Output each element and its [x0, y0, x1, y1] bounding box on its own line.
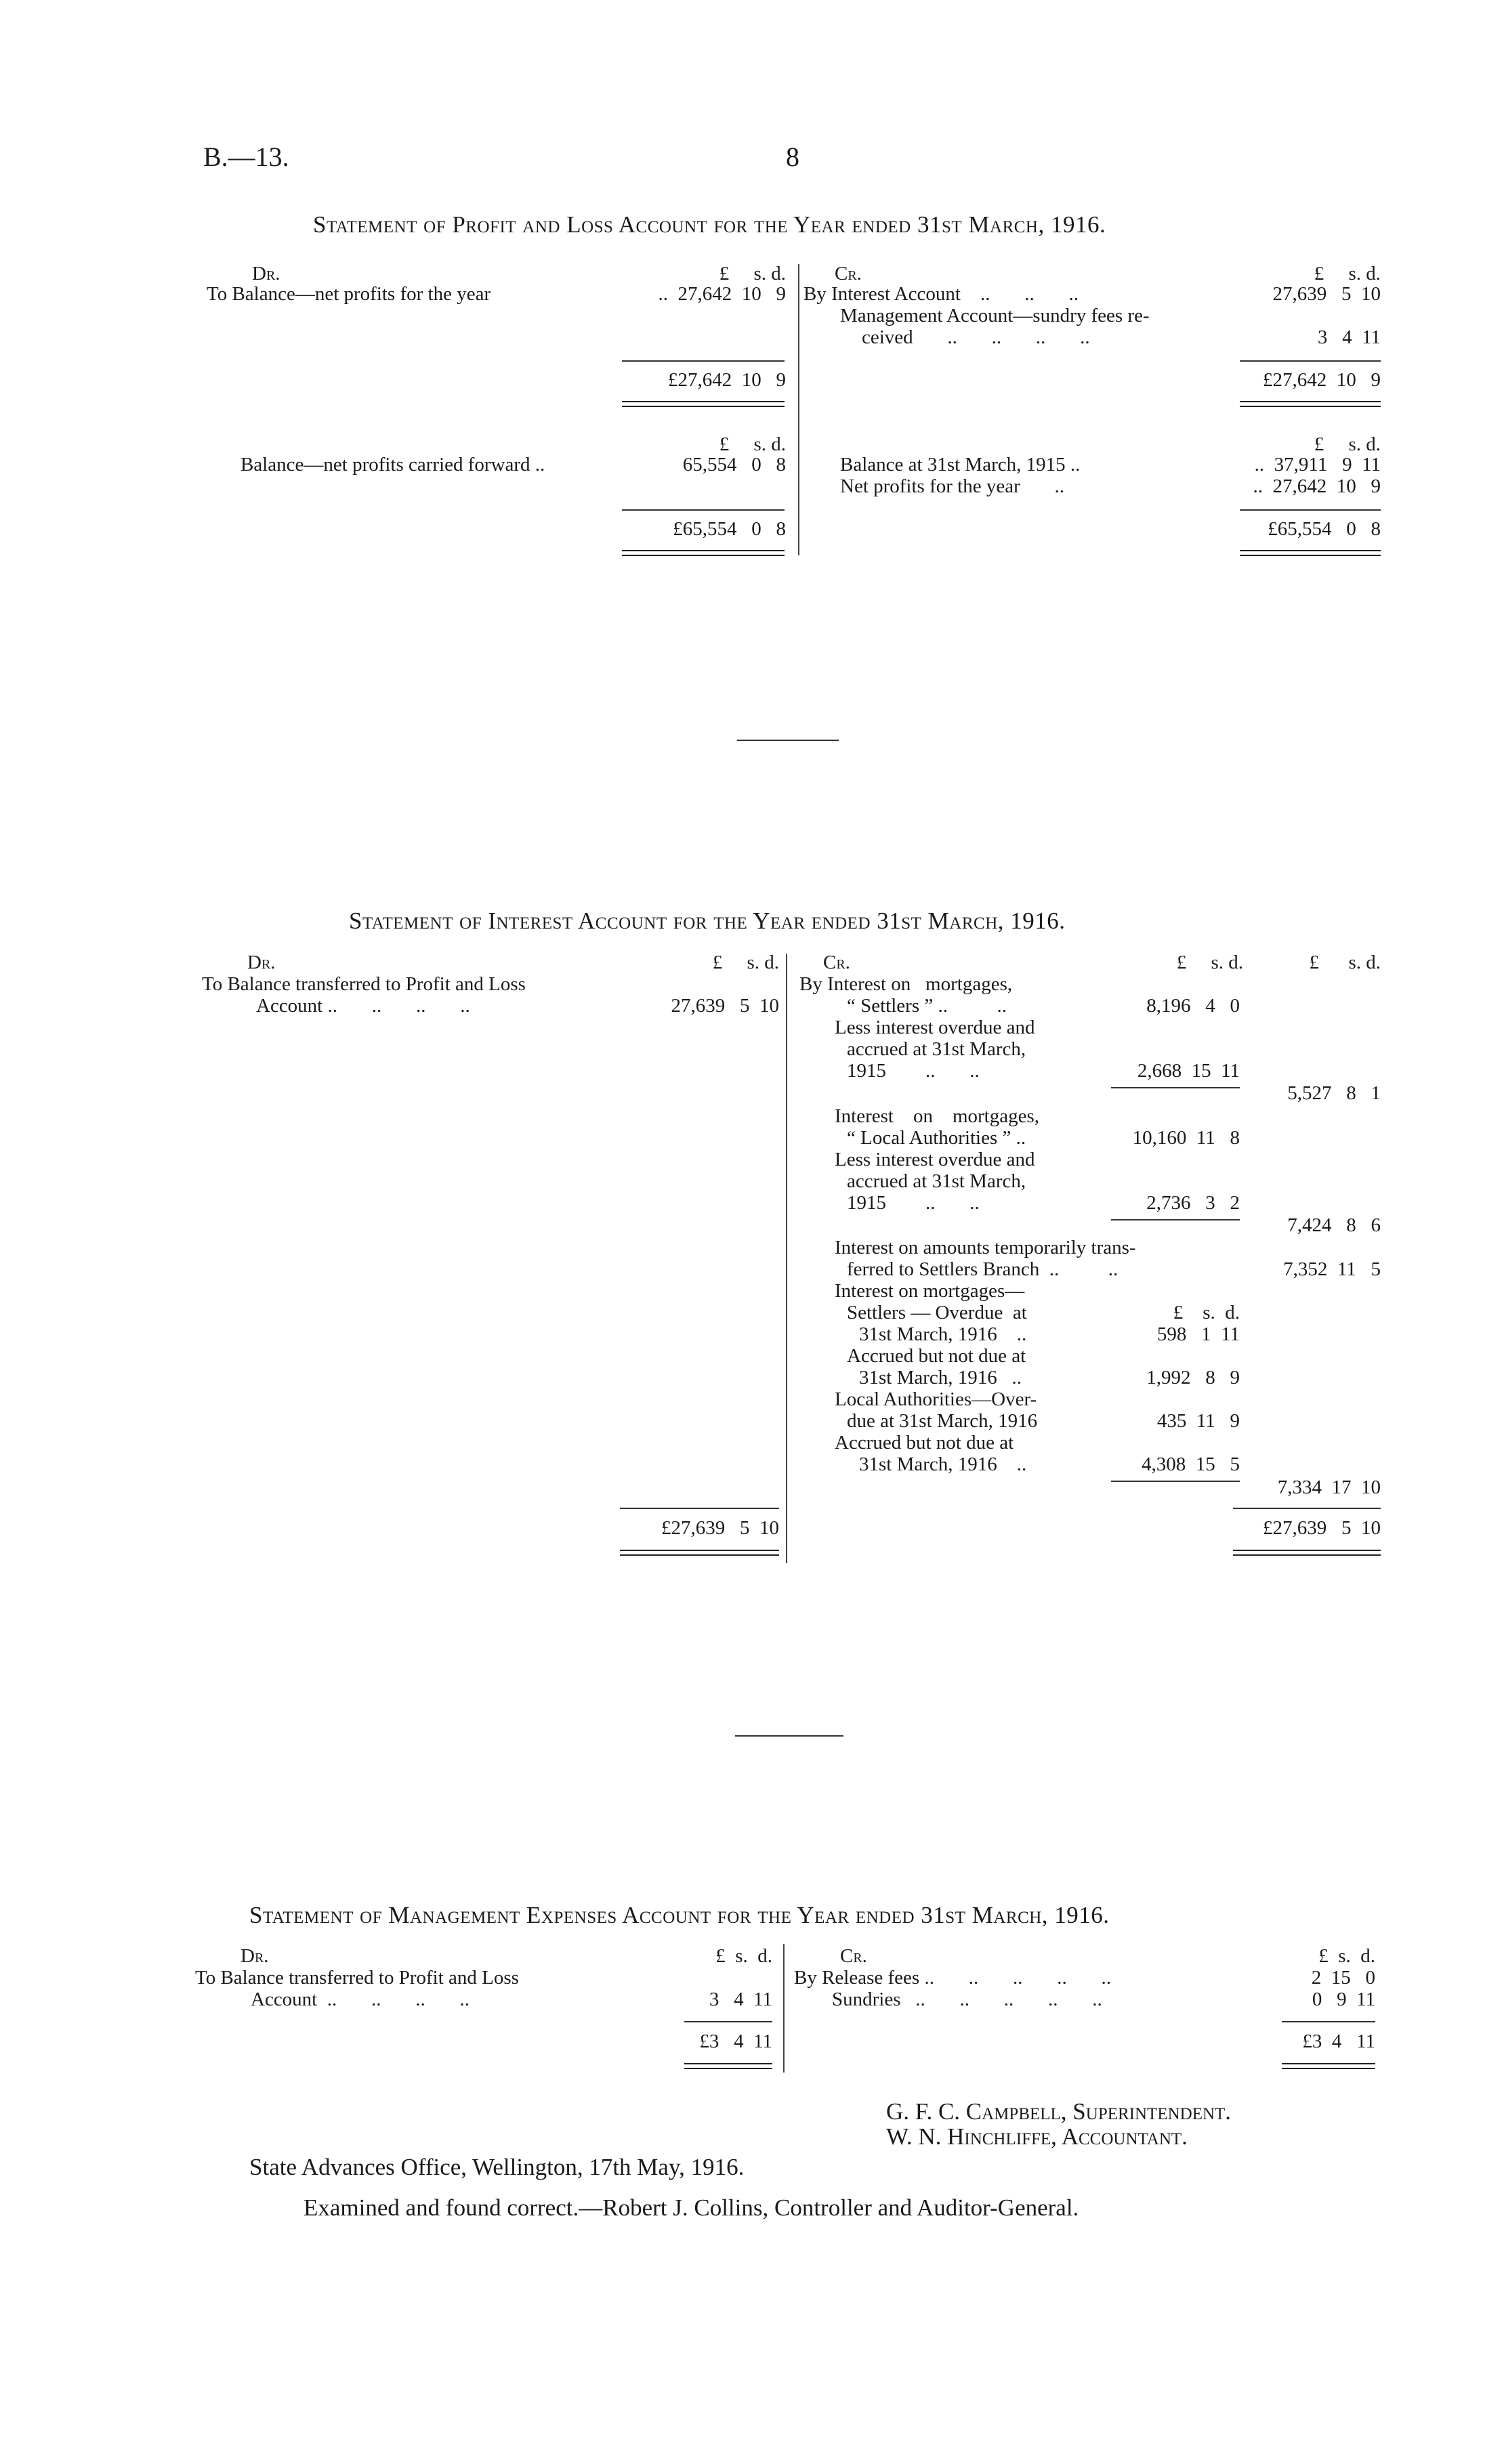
ia-r10-total: 7,424 8 6 [1287, 1214, 1381, 1236]
ia-r5-total: 5,527 8 1 [1287, 1082, 1381, 1104]
me-r1: By Release fees .. .. .. .. .. [794, 1967, 1111, 1989]
ia-r17-amount: 1,992 8 9 [1146, 1367, 1240, 1388]
ia-hdr-left: £ s. d. [712, 952, 779, 973]
ia-r21: 31st March, 1916 .. [859, 1453, 1027, 1475]
me-dr: Dr. [241, 1945, 269, 1967]
examined-line: Examined and found correct.—Robert J. Collins, Controller and Auditor-General. [304, 2194, 1079, 2221]
section-separator [737, 740, 839, 741]
pl-dr: Dr. [252, 263, 280, 284]
ia-r19: due at 31st March, 1916 [847, 1410, 1038, 1432]
pl-right-row2b: ceived .. .. .. .. [862, 326, 1090, 348]
pl-right-row3: Balance at 31st March, 1915 .. [840, 454, 1081, 475]
me-left-total: £3 4 11 [699, 2031, 772, 2052]
me-hdr-left: £ s. d. [715, 1945, 772, 1967]
ia-left-amount: 27,639 5 10 [671, 995, 779, 1017]
ia-r1: By Interest on mortgages, [799, 973, 1013, 995]
me-cr: Cr. [840, 1945, 867, 1967]
ia-r3: Less interest overdue and [835, 1017, 1035, 1038]
section-separator-2 [735, 1735, 843, 1737]
ia-r6: Interest on mortgages, [835, 1105, 1040, 1127]
ia-hdr-mid: £ s. d. [1176, 952, 1243, 973]
me-r1-amount: 2 15 0 [1311, 1967, 1375, 1989]
ia-r21-total: 7,334 17 10 [1277, 1477, 1381, 1498]
ia-r7: “ Local Authorities ” .. [847, 1127, 1026, 1149]
pl-right-row4-amount: .. 27,642 10 9 [1253, 475, 1381, 497]
ia-r21-amount: 4,308 15 5 [1142, 1453, 1240, 1475]
ia-r16: Accrued but not due at [847, 1345, 1026, 1367]
pl-right-row1: By Interest Account .. .. .. [803, 283, 1079, 305]
ia-right-total: £27,639 5 10 [1263, 1517, 1381, 1539]
ia-r15-amount: 598 1 11 [1156, 1323, 1240, 1345]
ia-title: Statement of Interest Account for the Year ended 31st March, 1916. [349, 908, 1066, 934]
ia-r11: Interest on amounts temporarily trans- [835, 1237, 1136, 1258]
me-left1: To Balance transferred to Profit and Loss [195, 1967, 519, 1989]
ia-r13: Interest on mortgages— [835, 1280, 1025, 1302]
pl-hdr-left: £ s. d. [719, 263, 786, 284]
pl-left-row2: Balance—net profits carried forward .. [241, 454, 545, 475]
ia-r2-amount: 8,196 4 0 [1146, 995, 1240, 1017]
me-r2: Sundries .. .. .. .. .. [832, 1989, 1102, 2010]
ia-r10-amount: 2,736 3 2 [1146, 1192, 1240, 1214]
ia-r2: “ Settlers ” .. .. [847, 995, 1007, 1017]
ia-r5-amount: 2,668 15 11 [1137, 1060, 1240, 1082]
ia-r10: 1915 .. .. [847, 1192, 980, 1214]
ia-divider [786, 954, 787, 1563]
ia-r20: Accrued but not due at [835, 1432, 1014, 1453]
ia-r14: Settlers — Overdue at [847, 1302, 1027, 1323]
ia-hdr-right: £ s. d. [1309, 952, 1381, 973]
pl-left-total: £27,642 10 9 [668, 369, 786, 391]
pl-left-row1-amount: .. 27,642 10 9 [658, 283, 786, 305]
me-hdr-right: £ s. d. [1318, 1945, 1375, 1967]
pl-right-row2-amount: 3 4 11 [1317, 326, 1381, 348]
ia-r12: ferred to Settlers Branch .. .. [847, 1258, 1119, 1280]
ia-cr: Cr. [823, 952, 850, 973]
me-left2: Account .. .. .. .. [251, 1989, 469, 2010]
pl-right-row2a: Management Account—sundry fees re- [840, 305, 1150, 326]
ia-left2: Account .. .. .. .. [256, 995, 470, 1017]
ia-r18: Local Authorities—Over- [835, 1388, 1037, 1410]
ia-r8: Less interest overdue and [835, 1149, 1035, 1170]
pl-right-total2: £65,554 0 8 [1268, 518, 1381, 540]
me-divider [783, 1944, 785, 2073]
me-title: Statement of Management Expenses Account for the Year ended 31st March, 1916. [249, 1902, 1110, 1928]
ia-left-total: £27,639 5 10 [661, 1517, 779, 1539]
me-right-total: £3 4 11 [1302, 2031, 1375, 2052]
ia-dr: Dr. [247, 952, 276, 973]
ia-r4: accrued at 31st March, [847, 1038, 1026, 1060]
signature-accountant: W. N. Hinchliffe, Accountant. [886, 2123, 1188, 2150]
pl-right-row4: Net profits for the year .. [840, 475, 1064, 497]
pl-right-row1-amount: 27,639 5 10 [1272, 283, 1381, 305]
ia-r9: accrued at 31st March, [847, 1170, 1026, 1192]
ia-r15: 31st March, 1916 .. [859, 1323, 1027, 1345]
page-number: 8 [786, 142, 799, 172]
page-ref: B.—13. [203, 142, 289, 172]
ia-r12-total: 7,352 11 5 [1283, 1258, 1381, 1280]
pl-right-total: £27,642 10 9 [1263, 369, 1381, 391]
pl-right-row3-amount: .. 37,911 9 11 [1254, 454, 1381, 475]
pl-left-row1: To Balance—net profits for the year [207, 283, 491, 305]
pl-hdr2-right: £ s. d. [1314, 433, 1381, 455]
me-r2-amount: 0 9 11 [1312, 1989, 1375, 2010]
ia-r19-amount: 435 11 9 [1156, 1410, 1240, 1432]
me-left-amount: 3 4 11 [709, 1989, 772, 2010]
ia-r14-header: £ s. d. [1173, 1302, 1240, 1323]
pl-divider [798, 264, 799, 555]
pl-hdr2-left: £ s. d. [719, 433, 786, 455]
pl-hdr-right: £ s. d. [1314, 263, 1381, 284]
pl-left-total2: £65,554 0 8 [673, 518, 786, 540]
ia-left1: To Balance transferred to Profit and Loss [202, 973, 526, 995]
pl-cr: Cr. [835, 263, 862, 284]
ia-r7-amount: 10,160 11 8 [1132, 1127, 1240, 1149]
office-line: State Advances Office, Wellington, 17th May, 1916. [249, 2154, 745, 2180]
ia-r17: 31st March, 1916 .. [859, 1367, 1022, 1388]
ia-r5: 1915 .. .. [847, 1060, 980, 1082]
pl-left-row2-amount: 65,554 0 8 [682, 454, 786, 475]
signature-superintendent: G. F. C. Campbell, Superintendent. [886, 2098, 1232, 2125]
pl-title: Statement of Profit and Loss Account for the Year ended 31st March, 1916. [313, 211, 1106, 238]
